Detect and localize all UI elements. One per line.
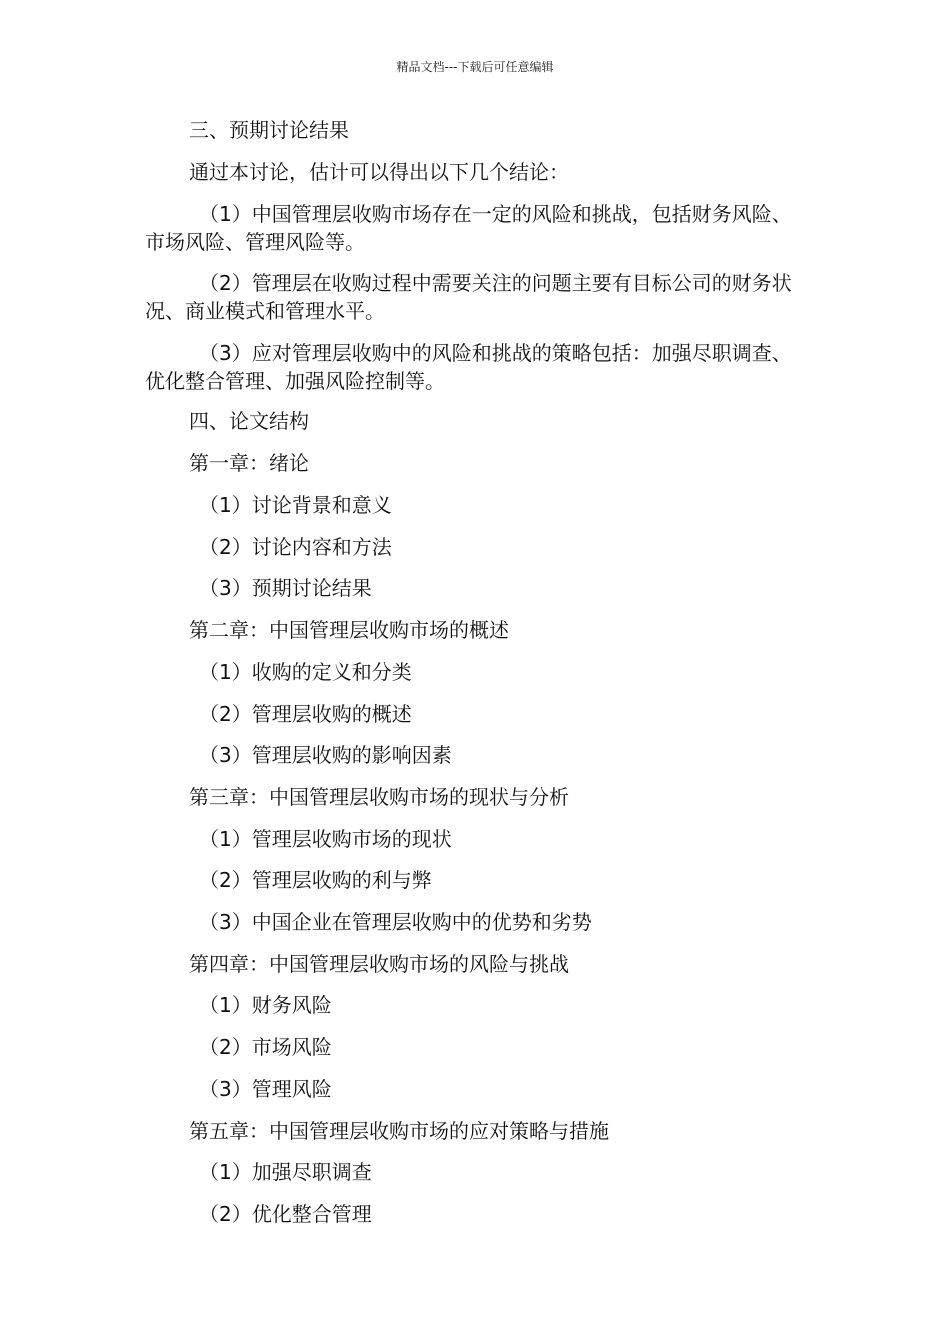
conclusion-2-line-2: 况、商业模式和管理水平。: [145, 299, 385, 323]
chapter-3-item-3: （3）中国企业在管理层收购中的优势和劣势: [199, 910, 592, 934]
section-intro: 通过本讨论，估计可以得出以下几个结论：: [189, 160, 569, 184]
chapter-4-item-2: （2）市场风险: [199, 1035, 332, 1059]
chapter-1-item-3: （3）预期讨论结果: [199, 576, 372, 600]
section-title-structure: 四、论文结构: [189, 409, 309, 433]
chapter-2-heading: 第二章：中国管理层收购市场的概述: [189, 618, 509, 642]
chapter-3-item-2: （2）管理层收购的利与弊: [199, 868, 432, 892]
conclusion-1-line-1: （1）中国管理层收购市场存在一定的风险和挑战，包括财务风险、: [199, 202, 792, 226]
conclusion-3-line-1: （3）应对管理层收购中的风险和挑战的策略包括：加强尽职调查、: [199, 341, 792, 365]
chapter-2-item-3: （3）管理层收购的影响因素: [199, 743, 452, 767]
chapter-2-item-2: （2）管理层收购的概述: [199, 702, 412, 726]
conclusion-1-line-2: 市场风险、管理风险等。: [145, 230, 365, 254]
chapter-5-heading: 第五章：中国管理层收购市场的应对策略与措施: [189, 1119, 609, 1143]
page-header: 精品文档---下载后可任意编辑: [396, 60, 554, 74]
chapter-4-item-1: （1）财务风险: [199, 993, 332, 1017]
chapter-2-item-1: （1）收购的定义和分类: [199, 660, 412, 684]
conclusion-3-line-2: 优化整合管理、加强风险控制等。: [145, 369, 445, 393]
chapter-3-item-1: （1）管理层收购市场的现状: [199, 827, 452, 851]
chapter-5-item-2: （2）优化整合管理: [199, 1202, 372, 1226]
conclusion-2-line-1: （2）管理层在收购过程中需要关注的问题主要有目标公司的财务状: [199, 271, 792, 295]
chapter-3-heading: 第三章：中国管理层收购市场的现状与分析: [189, 785, 569, 809]
section-title-expected-results: 三、预期讨论结果: [189, 118, 349, 142]
chapter-5-item-1: （1）加强尽职调查: [199, 1160, 372, 1184]
chapter-1-item-1: （1）讨论背景和意义: [199, 493, 392, 517]
chapter-1-heading: 第一章：绪论: [189, 451, 309, 475]
chapter-1-item-2: （2）讨论内容和方法: [199, 535, 392, 559]
chapter-4-heading: 第四章：中国管理层收购市场的风险与挑战: [189, 952, 569, 976]
chapter-4-item-3: （3）管理风险: [199, 1077, 332, 1101]
